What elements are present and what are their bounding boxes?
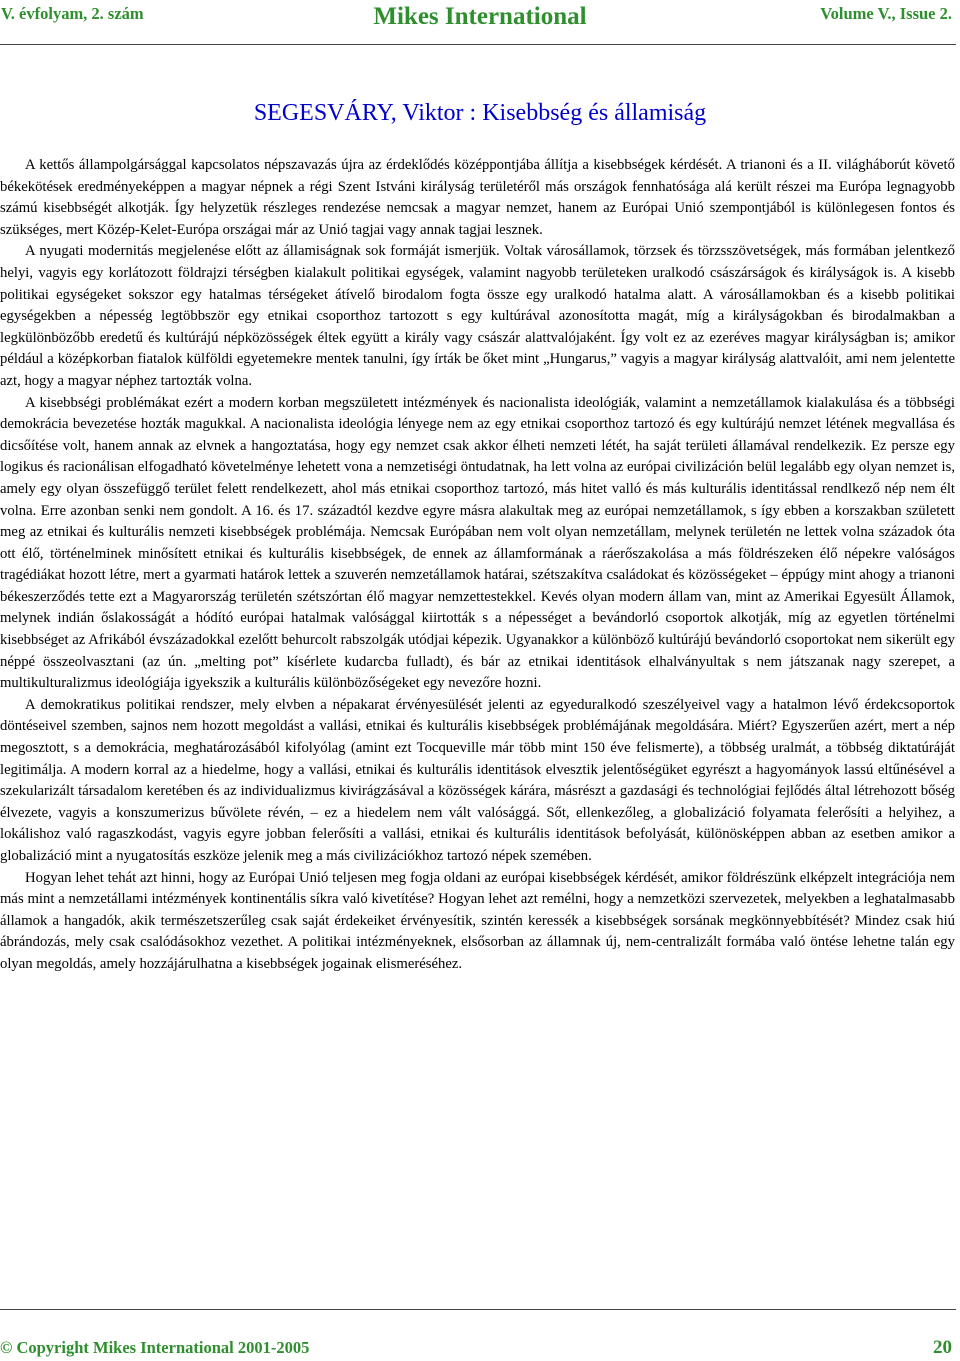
article-body (0, 155, 955, 976)
header-issue-english: Volume V., Issue 2. (820, 4, 952, 23)
footer-copyright: © Copyright Mikes International 2001-2005 (0, 1338, 310, 1357)
article-title: SEGESVÁRY, Viktor : Kisebbség és államiság (253, 100, 707, 127)
paragraph: A kisebbségi problémákat ezért a modern korban megszületett intézmények és nacionalista ideológiák, valamint a nemzetállamok kialakulása és a többségi demokrácia bevezetése hozták magukkal. A nacionalista ideológia lényege nem az egy etnikai csoporthoz tartozó és egy kultúrájú nemzet létének megvallása és dicsőítése volt, hanem annak az elvnek a hangoztatása, hogy egy nemzet csak akkor élheti nemzeti létét, ha saját területi államával rendelkezik. Ez persze egy logikus és racionálisan elfogadható követelménye lehetett vona a nemzetiségi öntudatnak, ha lett volna az európai civilizáción belül legalább egy olyan nemzet is, amely egy olyan összefüggő terület felett rendelkezett, ahol más etnikai csoporthoz tartozó, más hitet valló és más kulturális identitással rendlkező nép nem élt volna. Erre azonban senki nem gondolt. A 16. és 17. századtól kezdve egyre másra alakultak meg az európai nemzetállamok, s így ebben a korszakban született meg az etnikai és kulturális nemzeti kisebbségek problémája. Nemcsak Európában nem volt olyan nemzetállam, melynek területén ne lettek volna századok óta ott élő, történelminek minősített etnikai és kulturális kisebbségek, de ennek az államformának a ráerőszakolása a más földrészeken élő népekre valóságos tragédiákat hozott létre, mert a gyarmati határok lettek a szuverén nemzetállamok határai, szétszakítva családokat és közösségeket – éppúgy mint ahogy a trianoni békeszerződés tette ezt a Magyarország területén szétszórtan élő magyar nemzettestekkel. Kevés olyan modern állam van, mint az Amerikai Egyesült Államok, melynek indián őslakosságát a hódító európai hatalmak valósággal kiirtották s a népességet a bevándorló csoportok alkotják, míg az egyetlen történelmi kisebbséget az Afrikából évszázadokkal ezelőtt behurcolt rabszolgák utódjai képezik. Ugyanakkor a különböző kultúrájú bevándorló csoportokat nem sikerült egy néppé összeolvasztani (az ún. „melting pot” kísérlete kudarcba fulladt), és bár az etnikai identitások elhalványultak s nem játszanak nagy szerepet, a multikulturalizmus ideológiája igyekszik a kulturális különbözőségeket egy nevezőre hozni. (0, 394, 955, 692)
paragraph: A demokratikus politikai rendszer, mely elvben a népakarat érvényesülését jelenti az egyeduralkodó szeszélyeivel vagy a hatalmon lévő érdekcsoportok döntéseivel szemben, sajnos nem hozott megoldást a vallási, etnikai és kulturális kisebbségek problémájának megoldására. Miért? Egyszerűen azért, mert a nép megosztott, s a demokrácia, meghatározásából kifolyólag (amint ezt Tocqueville már több mint 150 éve felismerte), a többség uralmát, a többség diktatúráját legitimálja. A modern korral az a hiedelme, hogy a vallási, etnikai és kulturális identitások elvesztik jelentőségüket egyrészt a hagyományok lassú eltűnésével a szekularizált társadalom keretében és az individualizmus kivirágzásával a közösségek kárára, másrészt a gazdasági és technológiai fejlődés által létrehozott bőség élvezete, vagyis a konszumerizus bűvölete révén, – ez a hiedelem nem vált valósággá. Sőt, ellenkezőleg, a globalizáció folyamata felerősíti a helyihez, a lokálishoz való ragaszkodást, vagyis egyre jobban felerősíti a vallási, etnikai és kulturális identitások befolyását, különösképpen abban az esetben amikor a globalizáció mint a nyugatosítás eszköze jelenik meg a más civilizációkhoz tartozó népek szemében. (0, 696, 955, 864)
page-header (0, 0, 960, 44)
page-number: 20 (933, 1337, 952, 1358)
paragraph: A nyugati modernitás megjelenése előtt az államiságnak sok formáját ismerjük. Voltak városállamok, törzsek és törzsszövetségek, más formában jelentkező helyi, vagyis egy korlátozott földrajzi térségben kialakult politikai egységek, valamint nagyobb területeken uralkodó császárságok és királyságok is. A kisebb politikai egységeket sokszor egy hatalmas térségeket átívelő birodalom fogta össze egy uralkodó hatalma alatt. A városállamokban és a kisebb politikai egységekben a népesség legtöbbször egy etnikai csoporthoz tartozott s egy kultúrával azonosította magát, míg a királyságokban és birodalmakban a legkülönbözőbb eredetű és kultúrájú népközösségek éltek együtt a király vagy császár alattvalójaként. Így volt ez az ezeréves magyar királyságban is; amikor például a középkorban fiatalok külföldi egyetemekre mentek tanulni, így írták be őket mint „Hungarus,” vagyis a magyar királyság alattvalóit, ami nem jelentette azt, hogy a magyar néphez tartozták volna. (0, 243, 955, 389)
paragraph: A kettős állampolgársággal kapcsolatos népszavazás újra az érdeklődés középpontjába állítja a kisebbségek kérdését. A trianoni és a II. világháborút követő békekötések eredményeképpen a magyar népnek a régi Szent Istváni királyság területéről más országok fennhatósága alá került részei ma Európa legnagyobb számú kisebbségét alkotják. Így helyzetük részleges rendezése nemcsak a magyar nemzet, hanem az Európai Unió szempontjából is különlegesen fontos és szükséges, mert Közép-Kelet-Európa országai már az Unió tagjai vagy annak tagjai lesznek. (0, 157, 955, 238)
paragraph: Hogyan lehet tehát azt hinni, hogy az Európai Unió teljesen meg fogja oldani az európai kisebbségek kérdését, amikor földrészünk elképzelt integrációja nem más mint a nemzetállami intézmények kontinentális síkra való kivetítése? Hogyan lehet azt remélni, hogy a nemzetközi szervezetek, melyekben a leghatalmasabb államok a hangadók, akik természetszerűleg csak saját érdekeiket érvényesítik, szintén keressék a kisebbségek sorsának megkönnyebbítését? Mindez csak hiú ábrándozás, mely csak csalódásokhoz vezethet. A politikai intézményeknek, elsősorban az államnak új, nem-centralizált formába való öntése lehetne talán egy olyan megoldás, amely hozzájárulhatna a kisebbségek jogainak elismeréséhez. (0, 869, 955, 972)
footer-divider (0, 1309, 956, 1310)
header-divider (0, 44, 956, 45)
header-publication-name: Mikes International (373, 3, 587, 30)
header-issue-hungarian: V. évfolyam, 2. szám (1, 4, 144, 23)
